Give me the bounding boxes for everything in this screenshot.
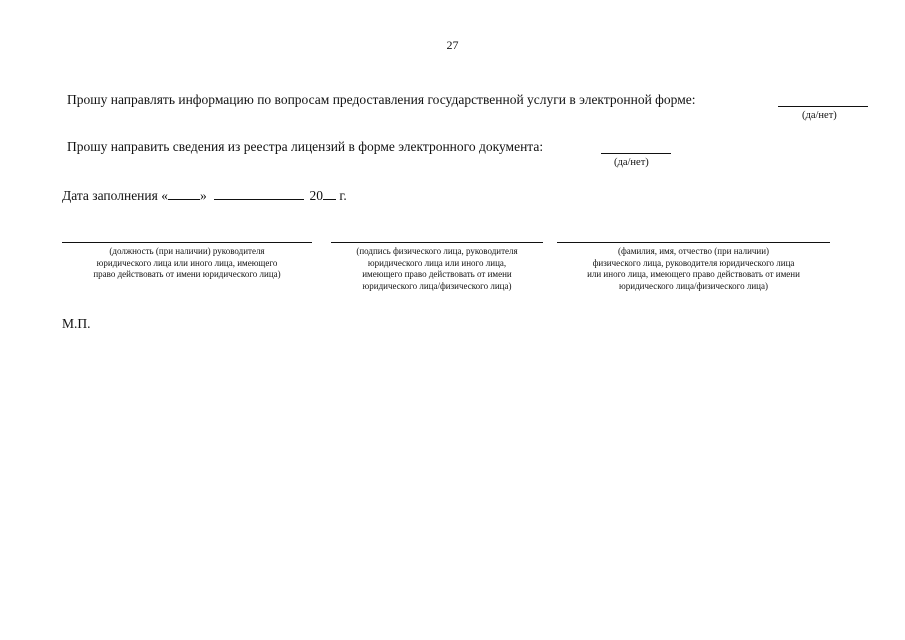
request-registry-blank[interactable] xyxy=(601,141,671,154)
request-electronic-text: Прошу направлять информацию по вопросам предоставления государственной услуги в электронной форме: xyxy=(67,92,696,107)
request-registry-hint: (да/нет) xyxy=(614,157,649,168)
signature-name-caption-3: или иного лица, имеющего право действовать от имени xyxy=(587,269,800,279)
stamp-label: М.П. xyxy=(62,316,91,331)
request-electronic-line xyxy=(67,92,696,108)
signature-position-caption-3: право действовать от имени юридического лица) xyxy=(93,269,281,279)
page-number: 27 xyxy=(446,38,459,52)
signature-name-caption-2: физического лица, руководителя юридического лица xyxy=(592,257,795,268)
request-electronic-blank[interactable] xyxy=(778,94,868,107)
date-year-suffix: г. xyxy=(339,188,347,203)
signature-sign-caption-1: (подпись физического лица, руководителя xyxy=(356,246,518,256)
date-label: Дата заполнения « xyxy=(62,188,168,203)
date-quote-close: » xyxy=(199,188,207,203)
signature-position-caption-1: (должность (при наличии) руководителя xyxy=(109,246,265,256)
request-electronic-hint: (да/нет) xyxy=(802,110,837,121)
signature-position-field[interactable] xyxy=(62,242,312,281)
request-registry-line xyxy=(67,139,543,155)
signature-sign-caption-4: юридического лица/физического лица) xyxy=(362,280,512,291)
date-month-blank[interactable] xyxy=(214,187,304,200)
signature-sign-field[interactable] xyxy=(331,242,543,292)
signature-name-caption-1: (фамилия, имя, отчество (при наличии) xyxy=(617,246,770,256)
date-year-blank[interactable] xyxy=(323,187,336,200)
date-day-blank[interactable] xyxy=(168,187,200,200)
signature-sign-caption-3: имеющего право действовать от имени xyxy=(362,269,512,279)
request-registry-text: Прошу направить сведения из реестра лицензий в форме электронного документа: xyxy=(67,139,544,154)
date-year-prefix: 20 xyxy=(309,188,323,203)
signature-sign-caption-2: юридического лица или иного лица, xyxy=(367,257,507,268)
signature-position-caption-2: юридического лица или иного лица, имеющего xyxy=(96,257,278,268)
signature-name-field[interactable] xyxy=(557,242,830,292)
signature-name-caption-4: юридического лица/физического лица) xyxy=(619,280,768,291)
date-line xyxy=(62,187,347,204)
